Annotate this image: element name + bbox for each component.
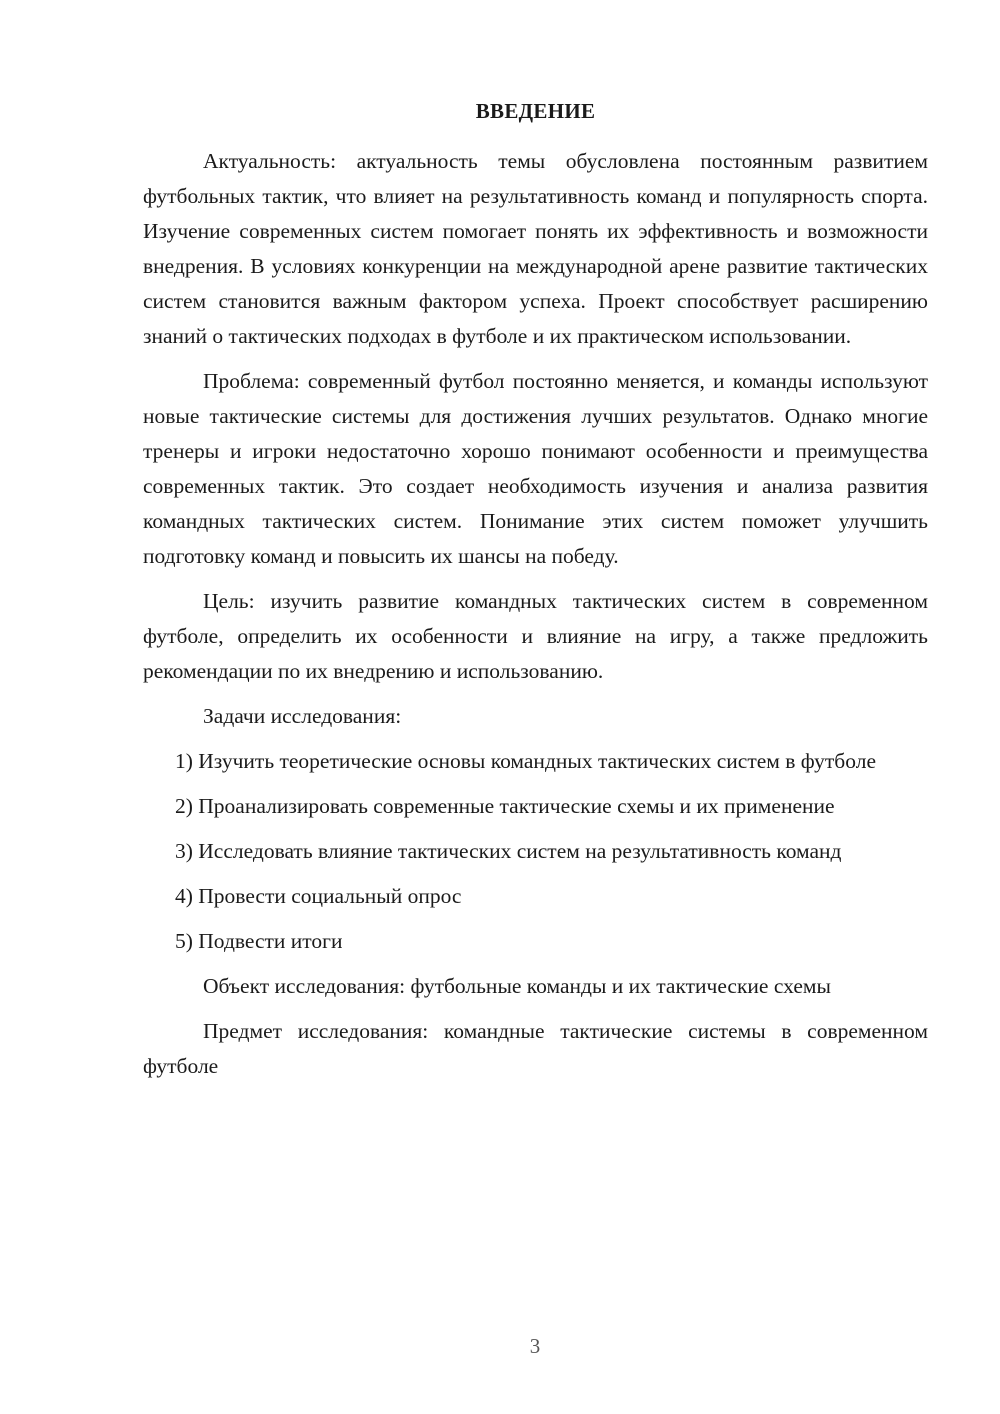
task-item: 3) Исследовать влияние тактических систем на результативность команд [175, 839, 842, 863]
tasks-list [143, 744, 928, 959]
object-paragraph: Объект исследования: футбольные команды и их тактические схемы [203, 974, 831, 998]
task-item: 1) Изучить теоретические основы командных тактических систем в футболе [175, 749, 876, 773]
page-number: 3 [529, 1334, 541, 1358]
relevance-paragraph: Актуальность: актуальность темы обусловлена постоянным развитием футбольных тактик, что влияет на результативность команд и популярность спорта. Изучение современных систем помогает понять их эффективность и возможности внедрения. В условиях конкуренции на международной арене развитие тактических систем становится важным фактором успеха. Проект способствует расширению знаний о тактических подходах в футболе и их практическом использовании. [143, 149, 928, 348]
task-item: 5) Подвести итоги [175, 929, 343, 953]
subject-paragraph: Предмет исследования: командные тактические системы в современном футболе [143, 1019, 928, 1078]
task-item: 4) Провести социальный опрос [175, 884, 462, 908]
problem-paragraph: Проблема: современный футбол постоянно меняется, и команды используют новые тактические системы для достижения лучших результатов. Однако многие тренеры и игроки недостаточно хорошо понимают особенности и преимущества современных тактик. Это создает необходимость изучения и анализа развития командных тактических систем. Понимание этих систем поможет улучшить подготовку команд и повысить их шансы на победу. [143, 369, 928, 568]
task-item: 2) Проанализировать современные тактические схемы и их применение [175, 794, 835, 818]
section-heading: ВВЕДЕНИЕ [475, 99, 596, 123]
page-content [143, 98, 928, 1094]
tasks-title: Задачи исследования: [203, 704, 402, 728]
goal-paragraph: Цель: изучить развитие командных тактических систем в современном футболе, определить их особенности и влияние на игру, а также предложить рекомендации по их внедрению и использованию. [143, 589, 928, 683]
